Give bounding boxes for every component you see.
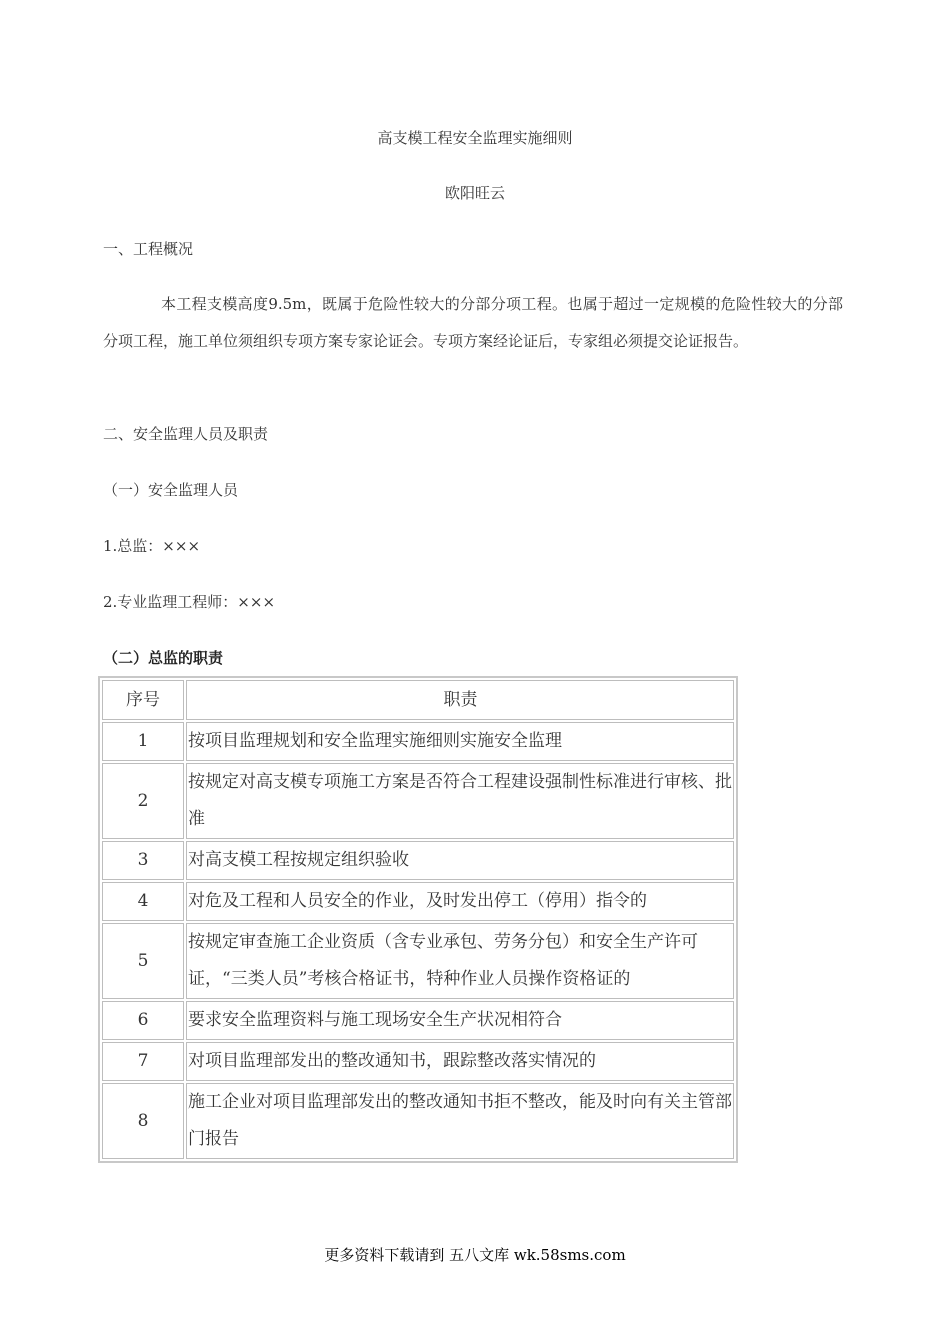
subsection-heading-duties: （二）总监的职责 <box>103 649 224 667</box>
table-cell-duty: 施工企业对项目监理部发出的整改通知书拒不整改，能及时向有关主管部门报告 <box>186 1083 734 1159</box>
table-row <box>102 882 734 921</box>
table-cell-duty: 要求安全监理资料与施工现场安全生产状况相符合 <box>186 1001 734 1040</box>
table-cell-no: 5 <box>102 923 184 999</box>
table-row <box>102 841 734 880</box>
footer-download-note: 更多资料下载请到 五八文库 wk.58sms.com <box>324 1246 626 1264</box>
subsection-heading-personnel: （一）安全监理人员 <box>103 481 239 499</box>
table-cell-no: 1 <box>102 722 184 761</box>
personnel-item-engineer: 2.专业监理工程师：××× <box>103 593 276 611</box>
table-cell-duty: 按规定对高支模专项施工方案是否符合工程建设强制性标准进行审核、批准 <box>186 763 734 839</box>
table-cell-no: 6 <box>102 1001 184 1040</box>
table-cell-no: 4 <box>102 882 184 921</box>
personnel-item-chief: 1.总监：××× <box>103 537 201 555</box>
table-row <box>102 1042 734 1081</box>
table-row <box>102 722 734 761</box>
table-header-row <box>102 680 734 720</box>
table-row <box>102 923 734 999</box>
table-cell-duty: 按规定审查施工企业资质（含专业承包、劳务分包）和安全生产许可证，“三类人员”考核合格证书，特种作业人员操作资格证的 <box>186 923 734 999</box>
table-row <box>102 1083 734 1159</box>
table-cell-no: 3 <box>102 841 184 880</box>
table-cell-no: 2 <box>102 763 184 839</box>
table-cell-duty: 对危及工程和人员安全的作业，及时发出停工（停用）指令的 <box>186 882 734 921</box>
table-cell-duty: 对高支模工程按规定组织验收 <box>186 841 734 880</box>
overview-paragraph: 本工程支模高度9.5m，既属于危险性较大的分部分项工程。也属于超过一定规模的危险性较大的分部分项工程，施工单位须组织专项方案专家论证会。专项方案经论证后，专家组必须提交论证报告。 <box>103 295 843 350</box>
table-cell-duty: 对项目监理部发出的整改通知书，跟踪整改落实情况的 <box>186 1042 734 1081</box>
table-header-cell-no: 序号 <box>102 680 184 720</box>
table-cell-no: 7 <box>102 1042 184 1081</box>
table-row <box>102 1001 734 1040</box>
document-author: 欧阳旺云 <box>444 184 505 202</box>
table-row <box>102 763 734 839</box>
section-heading-personnel: 二、安全监理人员及职责 <box>103 425 269 443</box>
table-cell-duty: 按项目监理规划和安全监理实施细则实施安全监理 <box>186 722 734 761</box>
table-header-cell-duty: 职责 <box>186 680 734 720</box>
document-title: 高支模工程安全监理实施细则 <box>377 129 573 147</box>
table-cell-no: 8 <box>102 1083 184 1159</box>
section-heading-overview: 一、工程概况 <box>103 240 194 258</box>
duties-table <box>98 676 738 1163</box>
